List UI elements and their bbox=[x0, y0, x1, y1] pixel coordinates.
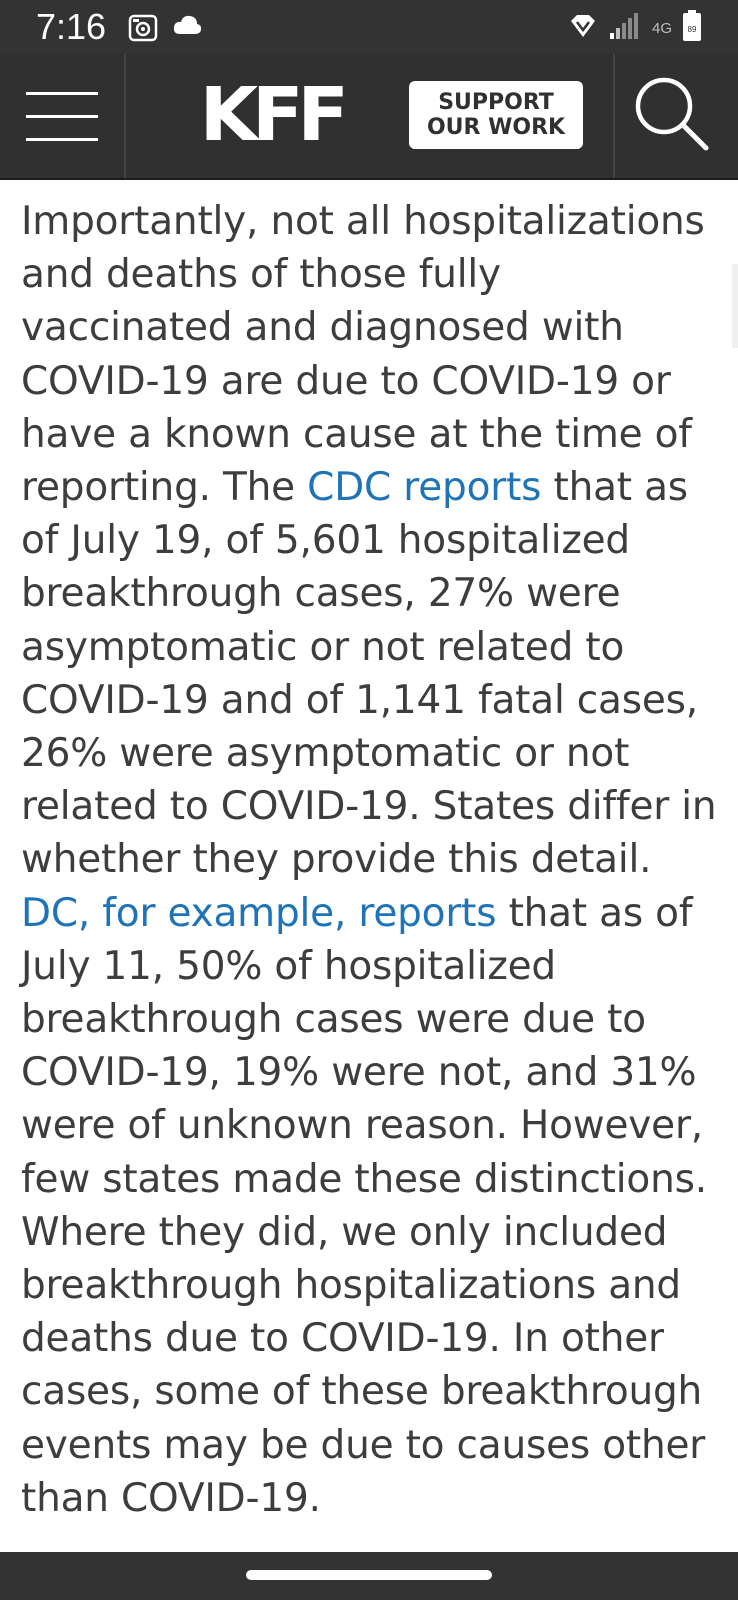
site-header bbox=[0, 54, 738, 180]
battery-icon bbox=[682, 10, 702, 46]
status-right-icons bbox=[568, 10, 702, 46]
signal-icon bbox=[608, 11, 642, 45]
paragraph-text: Importantly, not all hospitalizations and deaths of those fully vaccinated and diagnosed with COVID-19 are due to COVID-19 or have a known cause at the time of reporting. The bbox=[21, 199, 705, 511]
cloud-icon bbox=[172, 12, 202, 46]
home-gesture-handle[interactable] bbox=[246, 1570, 492, 1580]
network-type: 4G bbox=[651, 19, 672, 37]
support-line-1: SUPPORT bbox=[438, 90, 554, 115]
battery-level: 89 bbox=[687, 25, 697, 34]
search-button[interactable] bbox=[614, 54, 738, 178]
status-bar bbox=[0, 0, 738, 54]
menu-button[interactable] bbox=[0, 54, 124, 178]
status-time: 7:16 bbox=[36, 6, 107, 47]
support-our-work-button[interactable] bbox=[409, 81, 583, 149]
scrollbar[interactable] bbox=[732, 264, 738, 348]
status-left-icons bbox=[128, 12, 202, 46]
cdc-reports-link[interactable]: CDC reports bbox=[307, 465, 542, 511]
navigation-bar bbox=[0, 1552, 738, 1600]
paragraph-text: that as of July 11, 50% of hospitalized breakthrough cases were due to COVID-19, 19% were not, and 31% were of unknown reason. However, few states made these distinctions. Where they did, we only included breakthrough hospitalizations and deaths due to COVID-19. In other cases, some of these breakthrough events may be due to causes other than COVID-19. bbox=[21, 890, 707, 1521]
kff-logo[interactable]: KFF bbox=[199, 72, 343, 158]
paragraph-text: that as of July 19, of 5,601 hospitalized breakthrough cases, 27% were asymptomatic or not related to COVID-19 and of 1,141 fatal cases, 26% were asymptomatic or not related to COVID-19. States differ in whether they provide this detail. bbox=[21, 465, 717, 883]
dc-reports-link[interactable]: DC, for example, reports bbox=[21, 890, 497, 936]
data-saver-icon bbox=[568, 11, 598, 45]
search-icon bbox=[614, 163, 738, 182]
support-line-2: OUR WORK bbox=[426, 115, 566, 140]
article-paragraph bbox=[21, 195, 721, 1525]
header-divider bbox=[124, 54, 126, 178]
camera-icon bbox=[128, 12, 158, 46]
